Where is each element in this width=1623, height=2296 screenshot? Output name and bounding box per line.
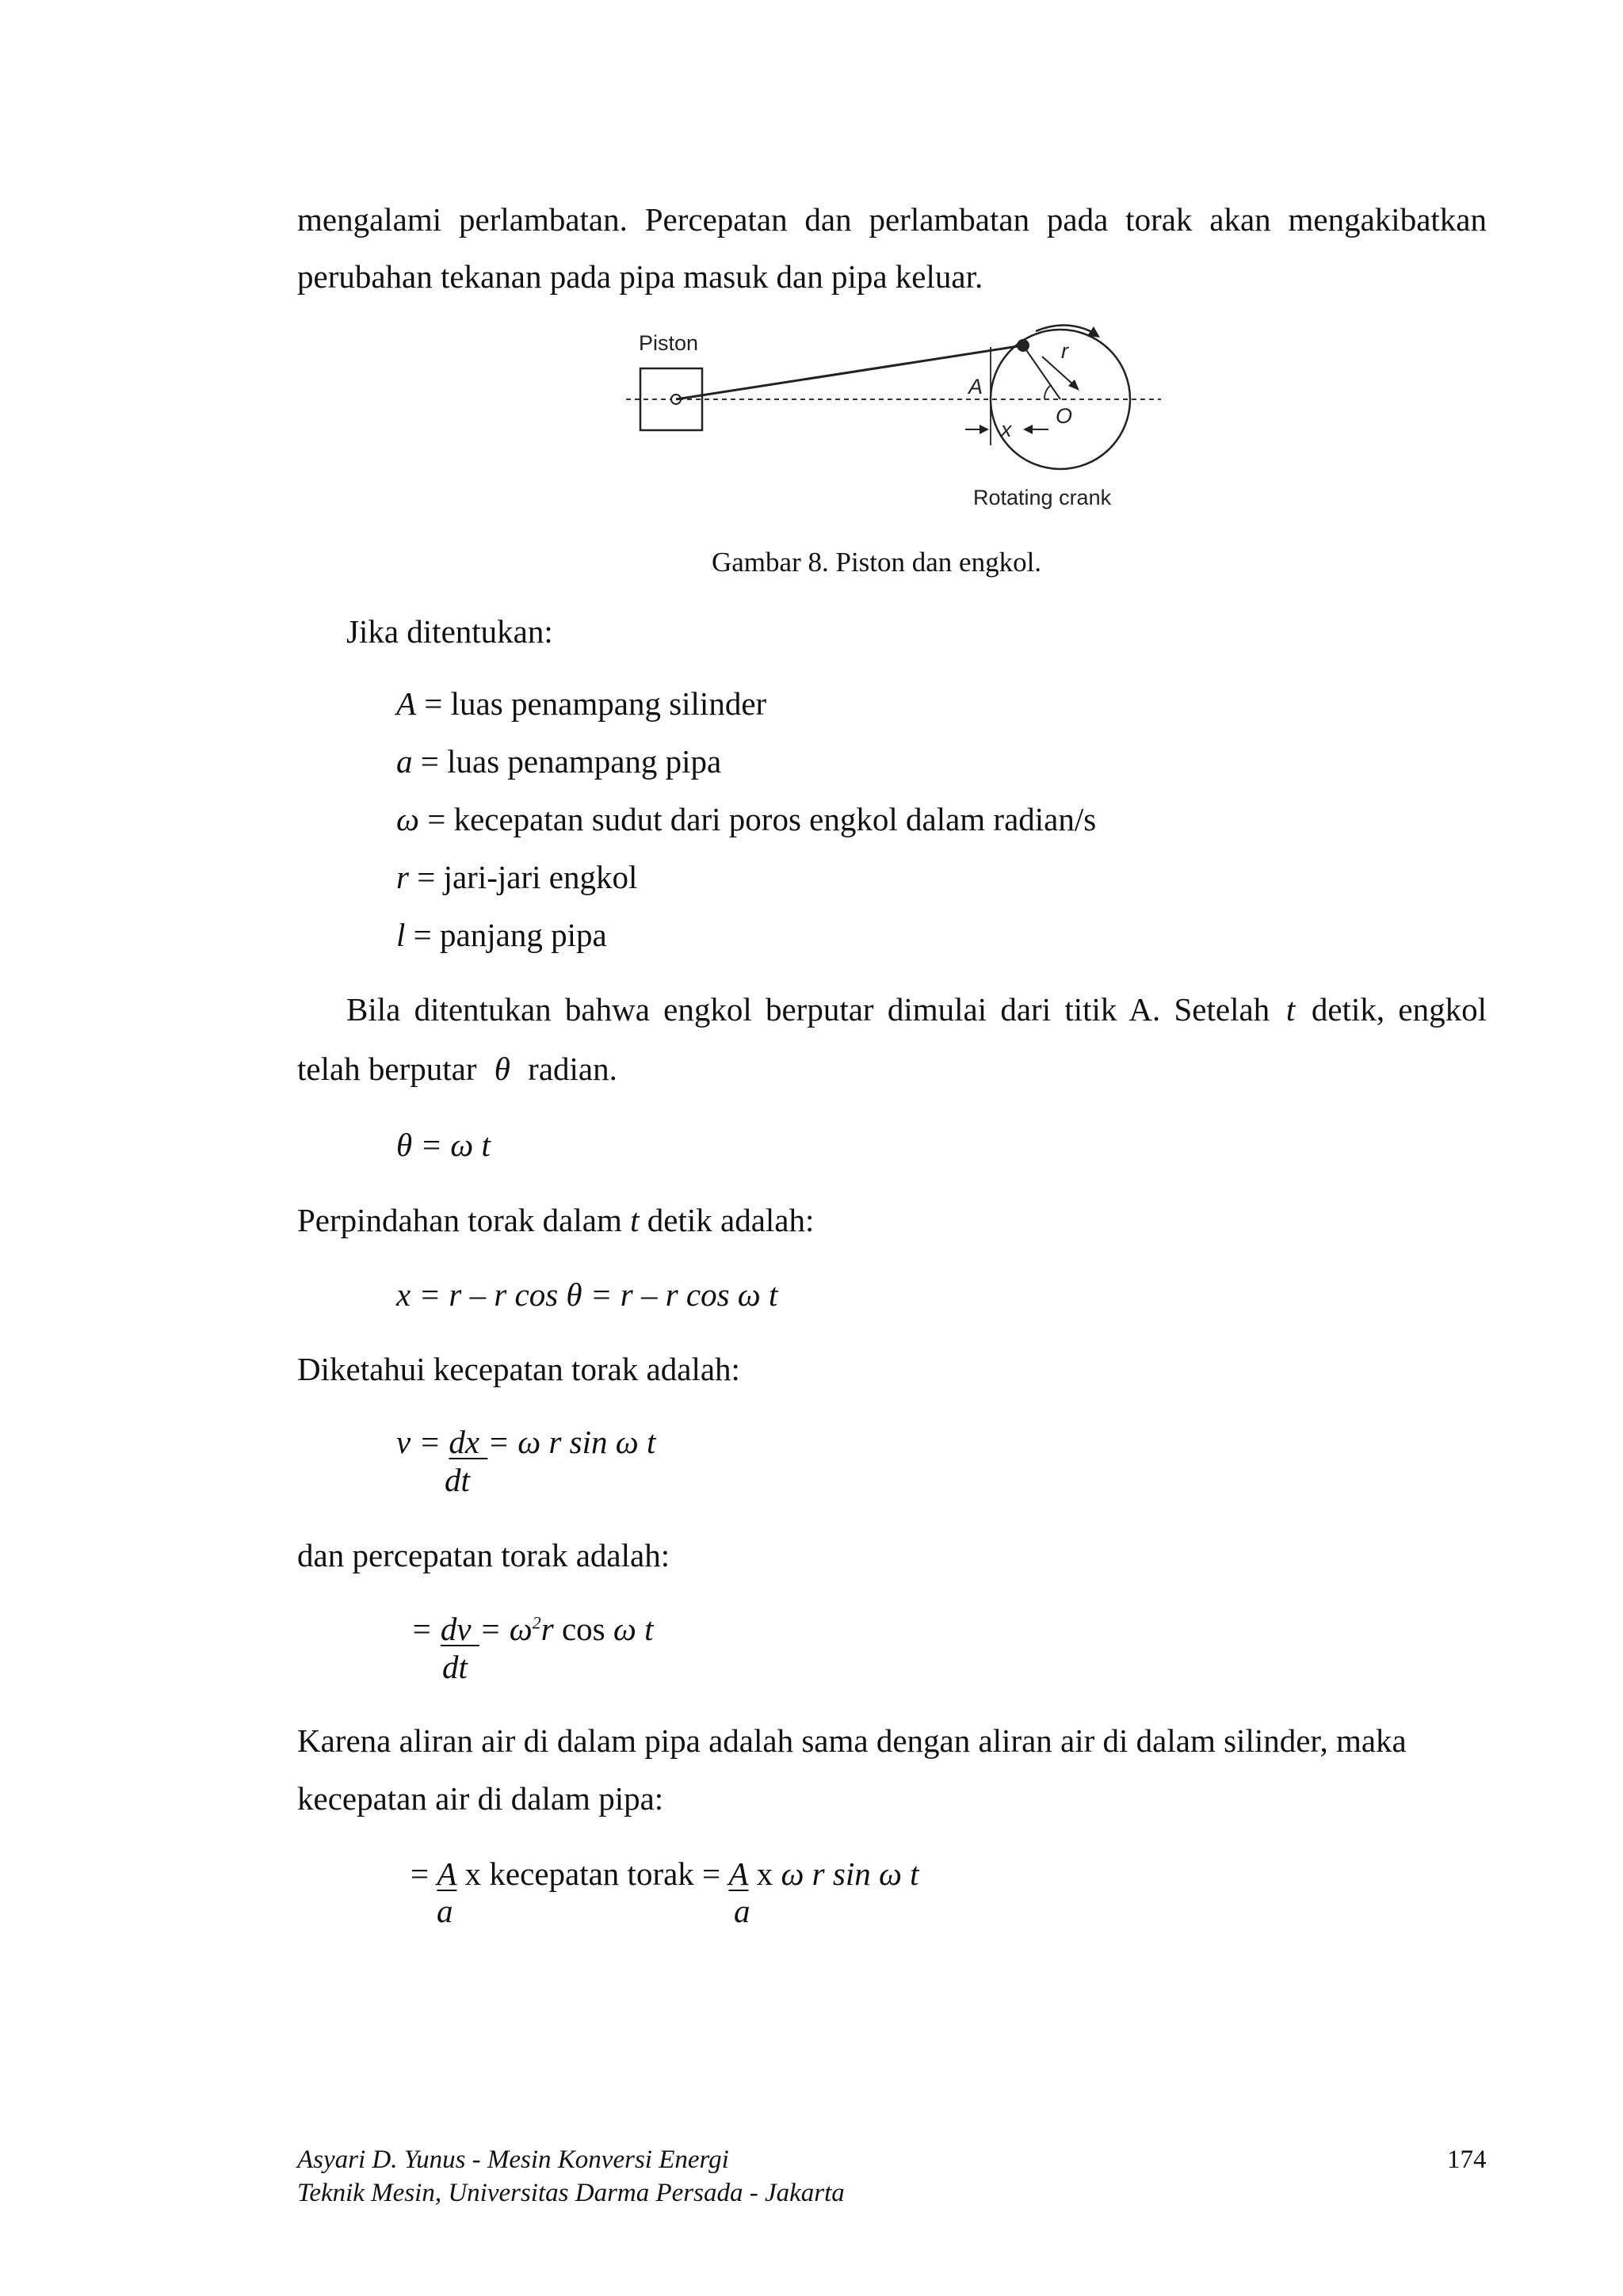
equation-v bbox=[396, 1426, 655, 1459]
equation-vp-den1: a bbox=[437, 1893, 453, 1929]
paragraph-2-line-2 bbox=[297, 1053, 617, 1085]
dan-percepatan-line: dan percepatan torak adalah: bbox=[297, 1537, 670, 1573]
definition-A bbox=[396, 685, 767, 722]
definition-symbol: a bbox=[396, 743, 413, 780]
equation-acc-eq: = bbox=[479, 1611, 510, 1647]
definition-text: = luas penampang silinder bbox=[416, 685, 767, 722]
paragraph-2-line-1 bbox=[346, 991, 1487, 1028]
page-number: 174 bbox=[1447, 2145, 1487, 2174]
perpindahan-a: Perpindahan torak dalam bbox=[297, 1202, 631, 1238]
definition-omega bbox=[396, 803, 1096, 836]
equation-theta: θ = ω t bbox=[396, 1127, 491, 1163]
equation-vp-num1: A bbox=[437, 1855, 457, 1892]
paragraph-2-theta: θ bbox=[494, 1051, 510, 1087]
equation-pipe-velocity bbox=[411, 1855, 919, 1892]
equation-vp-lhs: = bbox=[411, 1855, 437, 1892]
angle-arc bbox=[1044, 385, 1051, 399]
equation-v-rhs: = ω r sin ω t bbox=[487, 1424, 656, 1460]
rotation-arrowhead bbox=[1087, 326, 1100, 338]
equation-vp-rhs: ω r sin ω t bbox=[781, 1855, 919, 1892]
perpindahan-line bbox=[297, 1204, 814, 1237]
piston-crank-figure bbox=[626, 309, 1181, 523]
figure-caption: Gambar 8. Piston dan engkol. bbox=[712, 547, 1042, 578]
paragraph-2-line-2-b: radian. bbox=[528, 1051, 617, 1087]
equation-acceleration bbox=[411, 1613, 653, 1646]
paragraph-3-line-2: kecepatan air di dalam pipa: bbox=[297, 1780, 664, 1817]
equation-acc-cos: cos bbox=[553, 1611, 613, 1647]
paragraph-1-line-2: perubahan tekanan pada pipa masuk dan pipa keluar. bbox=[297, 258, 983, 295]
footer-institution: Teknik Mesin, Universitas Darma Persada - Jakarta bbox=[297, 2179, 845, 2207]
equation-acc-r: r bbox=[540, 1611, 554, 1647]
perpindahan-t: t bbox=[630, 1202, 640, 1238]
label-x: x bbox=[1001, 418, 1012, 441]
definition-a bbox=[396, 743, 722, 780]
piston-label: Piston bbox=[639, 331, 699, 355]
paragraph-2-part-b: detik, engkol bbox=[1311, 991, 1487, 1028]
paragraph-2-line-2-a: telah berputar bbox=[297, 1051, 477, 1087]
definition-symbol: l bbox=[396, 917, 406, 953]
equation-acc-numerator: dv bbox=[440, 1611, 479, 1647]
equation-v-denominator: dt bbox=[445, 1462, 470, 1498]
x-arrowhead-left bbox=[980, 425, 989, 434]
equation-acc-denominator: dt bbox=[442, 1649, 468, 1685]
perpindahan-b: detik adalah: bbox=[639, 1202, 815, 1238]
jika-ditentukan: Jika ditentukan: bbox=[346, 613, 553, 650]
equation-v-numerator: dx bbox=[449, 1424, 488, 1460]
definition-text: = panjang pipa bbox=[405, 917, 607, 953]
definition-r bbox=[396, 861, 637, 894]
paragraph-2-part-a: Bila ditentukan bahwa engkol berputar dimulai dari titik A. Setelah bbox=[346, 991, 1270, 1028]
crank-radius bbox=[1023, 345, 1060, 399]
definition-symbol: r bbox=[396, 859, 409, 895]
crank-pin bbox=[1017, 339, 1029, 352]
equation-acc-wt: ω t bbox=[613, 1611, 654, 1647]
equation-vp-num2: A bbox=[728, 1855, 749, 1892]
definition-text: = jari-jari engkol bbox=[408, 859, 638, 895]
x-arrowhead-right bbox=[1023, 425, 1033, 434]
definition-symbol: ω bbox=[396, 801, 419, 837]
paragraph-2-t: t bbox=[1285, 991, 1296, 1028]
label-A: A bbox=[968, 375, 983, 399]
paragraph-3-line-1: Karena aliran air di dalam pipa adalah sama dengan aliran air di dalam silinder, maka bbox=[297, 1722, 1407, 1759]
equation-vp-den2: a bbox=[734, 1893, 750, 1929]
r-label: r bbox=[1061, 339, 1068, 363]
equation-vp-mid: x kecepatan torak = bbox=[456, 1855, 729, 1892]
paragraph-1-line-1: mengalami perlambatan. Percepatan dan perlambatan pada torak akan mengakibatkan bbox=[297, 201, 1487, 238]
definition-symbol: A bbox=[396, 685, 417, 722]
equation-vp-x: x bbox=[748, 1855, 781, 1892]
rotating-crank-label: Rotating crank bbox=[973, 486, 1112, 509]
label-O: O bbox=[1056, 404, 1073, 428]
equation-v-lhs: v = bbox=[396, 1424, 449, 1460]
definition-l bbox=[396, 919, 607, 952]
definition-text: = luas penampang pipa bbox=[412, 743, 722, 780]
diketahui-line: Diketahui kecepatan torak adalah: bbox=[297, 1351, 740, 1387]
equation-acc-sup: 2 bbox=[532, 1612, 541, 1633]
footer-author: Asyari D. Yunus - Mesin Konversi Energi bbox=[297, 2145, 729, 2174]
equation-acc-lhs: = bbox=[411, 1611, 441, 1647]
equation-acc-omega: ω bbox=[509, 1611, 533, 1647]
definition-text: = kecepatan sudut dari poros engkol dalam radian/s bbox=[418, 801, 1097, 837]
equation-x: x = r – r cos θ = r – r cos ω t bbox=[396, 1276, 778, 1313]
